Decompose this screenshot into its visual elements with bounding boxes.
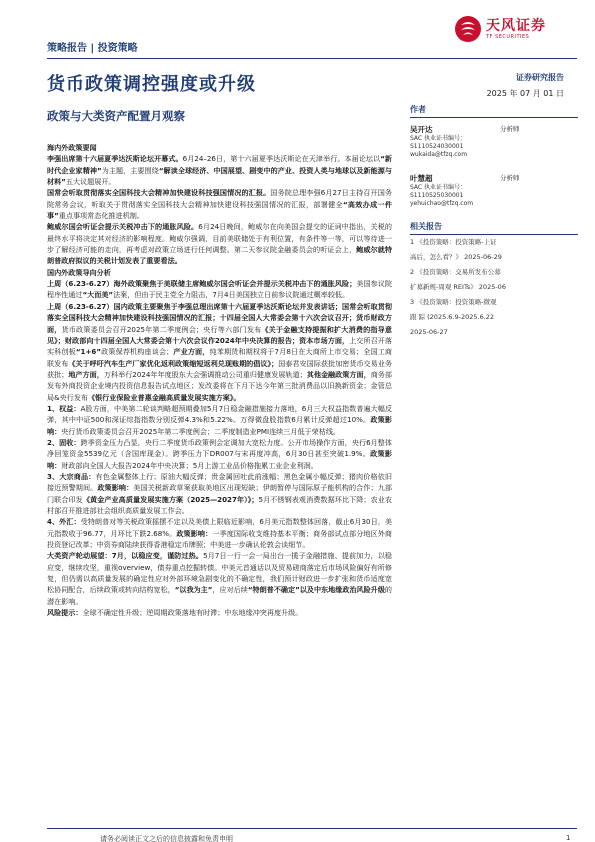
bold-run: 政策影响： bbox=[47, 415, 393, 436]
author-role: 分析师 bbox=[500, 125, 520, 133]
text-run: 美国关税新政草案获取美地区出现短缺；伊朗暂停与国际原子能机构的合作；九部门联合印发 bbox=[47, 483, 393, 504]
authors-heading: 作者 bbox=[410, 105, 426, 114]
authors-divider bbox=[410, 117, 578, 118]
author-cert: SAC 执业证书编号： bbox=[410, 184, 467, 191]
text-run: 的潜在影响。 bbox=[47, 585, 393, 606]
footer-divider bbox=[47, 828, 577, 829]
text-run: 受特朗普对等关税政策摇摆不定以及美债上限临近影响，6月美元指数整体回落，截止6月30日，美元指数收于96.77，月环比下跌2.68%。 bbox=[47, 517, 392, 538]
bold-run: 政策影响： bbox=[47, 449, 393, 470]
related-list bbox=[410, 235, 578, 340]
text-run: 纯苯期货和期权将于7月8日在大商所上市交易；全国工商联发布 bbox=[47, 347, 393, 368]
bold-run: 4、外汇： bbox=[47, 517, 81, 527]
text-run: 跨季资金压力凸显，央行二季度货币政策例会定调加大宽松力度。公开市场操作方面，央行6月整体净回笼资金5539亿元（含国库现金）。跨季压力下DR007与末再度冲高，6月30日甚至突破1.9%。 bbox=[47, 437, 393, 459]
author-cert: SAC 执业证书编号： bbox=[410, 135, 467, 142]
author-email[interactable]: wukaida@tfzq.com bbox=[410, 151, 468, 158]
report-label: 证券研究报告 bbox=[516, 73, 564, 82]
text-run: ，应对后续 bbox=[212, 585, 248, 595]
bold-run: 地产方面， bbox=[68, 369, 104, 379]
main-content bbox=[47, 142, 392, 618]
bold-run: 1、权益： bbox=[47, 403, 81, 413]
bold-run: “以我为主” bbox=[174, 585, 213, 595]
author-email[interactable]: yehuichao@tfzq.com bbox=[410, 200, 474, 207]
author-sidebar bbox=[410, 104, 578, 216]
footer-disclaimer: 请务必阅读正文之后的信息披露和免责申明 bbox=[100, 835, 233, 842]
page-subtitle: 政策与大类资产配置月观察 bbox=[47, 109, 185, 123]
logo-en-text: TF SECURITIES bbox=[486, 33, 530, 40]
bold-run: “1+6” bbox=[75, 347, 102, 357]
related-report-item[interactable]: 扩募新规-周观 REITs》 2025-06 bbox=[410, 283, 506, 291]
report-date: 2025 年 07 月 01 日 bbox=[486, 89, 564, 98]
bold-run: 风险提示： bbox=[47, 608, 83, 618]
paragraph bbox=[47, 278, 392, 301]
bold-run: “特朗普不确定”以及中东地缘政治风险升级 bbox=[247, 585, 385, 595]
text-run: 政策保荐机构座谈会； bbox=[101, 347, 174, 357]
tf-logo-icon bbox=[454, 15, 482, 43]
bold-run: 国常会听取贯彻落实全国科技大会精神加快建设科技强国情况的汇报。 bbox=[47, 188, 271, 198]
text-run: 上交所召开落实科创板 bbox=[47, 335, 392, 357]
paragraph bbox=[47, 153, 392, 187]
related-report-item[interactable]: 跟 踪 (2025.6.9-2025.6.22 bbox=[410, 313, 495, 321]
bold-run: “新时代企业家精神” bbox=[47, 154, 392, 175]
text-run: 6月24日晚间，鲍威尔在向美国会提交的证词中指出，关税的最终水平将决定其对经济的影响程度。鲍威尔强调，目前美联储处于有利位置，有条件等一等，可以等待进一步了解经济可能的走向，再考虑对政策立场进行任何调整。第二天参议院金融委员会的听证会上， bbox=[47, 222, 392, 255]
section-heading: 海内外政策要闻 bbox=[47, 143, 97, 152]
author-card bbox=[410, 173, 578, 216]
bold-run: 政策影响： bbox=[176, 528, 213, 538]
bold-run: 政策影响： bbox=[97, 483, 134, 493]
author-role: 分析师 bbox=[500, 174, 520, 182]
related-report-item[interactable]: 1 《投资策略：投资策略-上证 bbox=[410, 238, 497, 246]
paragraph bbox=[47, 550, 392, 607]
related-reports bbox=[410, 221, 578, 340]
bold-run: 李强出席第十六届夏季达沃斯论坛开幕式。 bbox=[47, 154, 183, 164]
page-number: 1 bbox=[566, 834, 571, 842]
related-report-item[interactable]: 3 《投资策略：投资策略-微观 bbox=[410, 298, 497, 306]
author-card bbox=[410, 124, 578, 167]
bold-run: “高效办成一件事” bbox=[47, 199, 392, 221]
bold-run: 2、固收： bbox=[47, 437, 81, 447]
bold-run: 上周（6.23-6.27）国内政策主要聚焦于李强总理出席第十六届夏季达沃斯论坛并发表讲话；国常会听取贯彻落实全国科技大会精神加快建设科技强国情况的汇报；十四届全国人大常委会第十六次会议召开；货币财政方面， bbox=[47, 301, 392, 334]
paragraph bbox=[47, 437, 392, 471]
bold-run: 大类资产轮动展望：7月，以稳应变，谨防过热。 bbox=[47, 551, 204, 561]
text-run: 货币政策委员会召开2025年第二季度例会；央行等六部门发布 bbox=[61, 324, 262, 334]
text-run: A股方面，中美第二轮谈判略超预期叠加5月7日稳金融措施接力落地，6月三大权益指数普遍大幅反弹，其中中证500和深证综指指数分别反弹4.3%和5.22%。万得微盘股指数6月累计反弹超过10%。 bbox=[47, 403, 392, 425]
text-run: 5月7日一行一会一局出台一揽子金融措施、提前加力，以稳应变，继续攻坚，重视overview，债券重点挖掘转债。中美元首通话以及贸易磋商落定后市场风险偏好有所修复，但仍需以高质量发展的确定性应对外部环境急剧变化的不确定性，我们预计财政进一步扩张和货币适度宽松协同配合，后续政策或转向结构宽松， bbox=[47, 551, 393, 595]
bold-run: 其他金融政策方面， bbox=[306, 369, 371, 379]
text-run: 国务院总理李强6月27日主持召开国务院常务会议，听取关于贯彻落实全国科技大会精神加快建设科技强国情况的汇报，部署健全 bbox=[47, 188, 392, 209]
paragraph bbox=[47, 187, 392, 221]
bold-run: 鲍威尔就特朗普政府拟议的关税计划发表了重要看法。 bbox=[47, 245, 393, 266]
paragraph bbox=[47, 403, 392, 437]
author-cert-no: S1110525030001 bbox=[410, 192, 464, 199]
logo-cn-text: 天风证券 bbox=[486, 17, 546, 34]
header-divider bbox=[47, 58, 577, 59]
bold-run: 《黄金产业高质量发展实施方案（2025—2027年）》； bbox=[82, 494, 259, 504]
tf-securities-logo bbox=[454, 14, 564, 44]
bold-run: 上周（6.23-6.27）海外政策聚焦于美联储主席鲍威尔国会听证会并提示关税冲击下的通胀风险； bbox=[47, 279, 357, 289]
related-heading: 相关报告 bbox=[410, 222, 442, 231]
text-run: 一季度国际收支维持基本平衡；商务部试点部分地区外商投资登记改革；中资券商陆续获得香港稳定币牌照；中美进一步确认伦敦会谈细节。 bbox=[47, 528, 393, 550]
bold-run: “大而美” bbox=[82, 290, 114, 300]
text-run: 重点事项常态化推进机制。 bbox=[58, 211, 144, 221]
text-run: 6月24–26日，第十六届夏季达沃斯论在天津举行。本届论坛以 bbox=[182, 154, 381, 164]
section-heading: 国内外政策导向分析 bbox=[47, 267, 111, 277]
text-run: 美国参议院程序性通过 bbox=[47, 279, 392, 300]
text-run: 国泰君安国际获批加密货币交易业务获批； bbox=[47, 358, 393, 379]
text-run: 万科举行2024年年度股东大会强调推动公司重归健康发展轨道； bbox=[103, 369, 307, 379]
page-title: 货币政策调控强度或升级 bbox=[47, 74, 256, 95]
paragraph bbox=[47, 607, 392, 618]
author-name: 叶慧超 bbox=[410, 174, 433, 183]
paragraph bbox=[47, 471, 392, 516]
report-type: 策略报告 | 投资策略 bbox=[47, 43, 138, 54]
bold-run: 3、大宗商品： bbox=[47, 471, 96, 481]
paragraph bbox=[47, 516, 392, 550]
bold-run: 《银行业保险业普惠金融高质量发展实施方案》。 bbox=[88, 392, 241, 402]
author-name: 吴开达 bbox=[410, 125, 433, 134]
text-run: 五大议题展开。 bbox=[65, 177, 116, 187]
text-run: 有色金属整体上行；原油大幅反弹；贵金属回吐此前涨幅；黑色金属小幅反弹；猪肉价格依旧接近预警期间。 bbox=[47, 471, 393, 493]
bold-run: 产业方面， bbox=[173, 347, 210, 357]
bold-run: 《关于金融支持提振和扩大消费的指导意见》；财政部向十四届全国人大常委会第十六次会议作2024年中央决算的报告；资本市场方面， bbox=[47, 324, 392, 345]
bold-run: 鲍威尔国会听证会提示关税冲击下的通胀风险。 bbox=[47, 222, 199, 232]
text-run: 财政部向全国人大报告2024年中央决算；5月上游工业品价格拖累工业企业利润。 bbox=[61, 460, 318, 470]
author-cert-no: S1110524030001 bbox=[410, 143, 464, 150]
related-report-item[interactable]: 2025-06-27 bbox=[410, 328, 448, 336]
paragraph bbox=[47, 221, 392, 266]
text-run: 商务部发布外商投资企业境内投资信息报告试点地区；发改委将在下月下达今年第三批消费品以旧换新资金；金管总局&央行发布 bbox=[47, 369, 393, 402]
paragraph bbox=[47, 301, 392, 403]
text-run: 央行货币政策委员会召开2025年第二季度例会；二季度制造业PMI连续三月低于荣枯线。 bbox=[61, 426, 341, 436]
text-run: 为主题，主要围绕 bbox=[101, 165, 159, 175]
related-report-item[interactable]: 2 《投资策略：交易所发布公募 bbox=[410, 268, 501, 276]
text-run: 5月不锈钢表观消费数据环比下降；农业农村部召开推进部社会组织高质量发展工作会。 bbox=[47, 494, 393, 515]
text-run: 法案，但由于民主党全力阻击，7月4日美国独立日前参议院通过概率较低。 bbox=[113, 290, 350, 300]
related-report-item[interactable]: 高后，怎么看？》 2025-06-29 bbox=[410, 253, 502, 261]
bold-run: “解读全球经济、中国展望、剧变中的产业、投资人类与地球以及新能源与材料” bbox=[47, 165, 392, 187]
text-run: 全球不确定性升级；逆周期政策落地有时滞；中东地缘冲突再度升级。 bbox=[82, 608, 303, 618]
bold-run: 《关于呼吁汽车生产厂家优化返利政策缩短返利兑现账期的倡议》； bbox=[68, 358, 279, 368]
